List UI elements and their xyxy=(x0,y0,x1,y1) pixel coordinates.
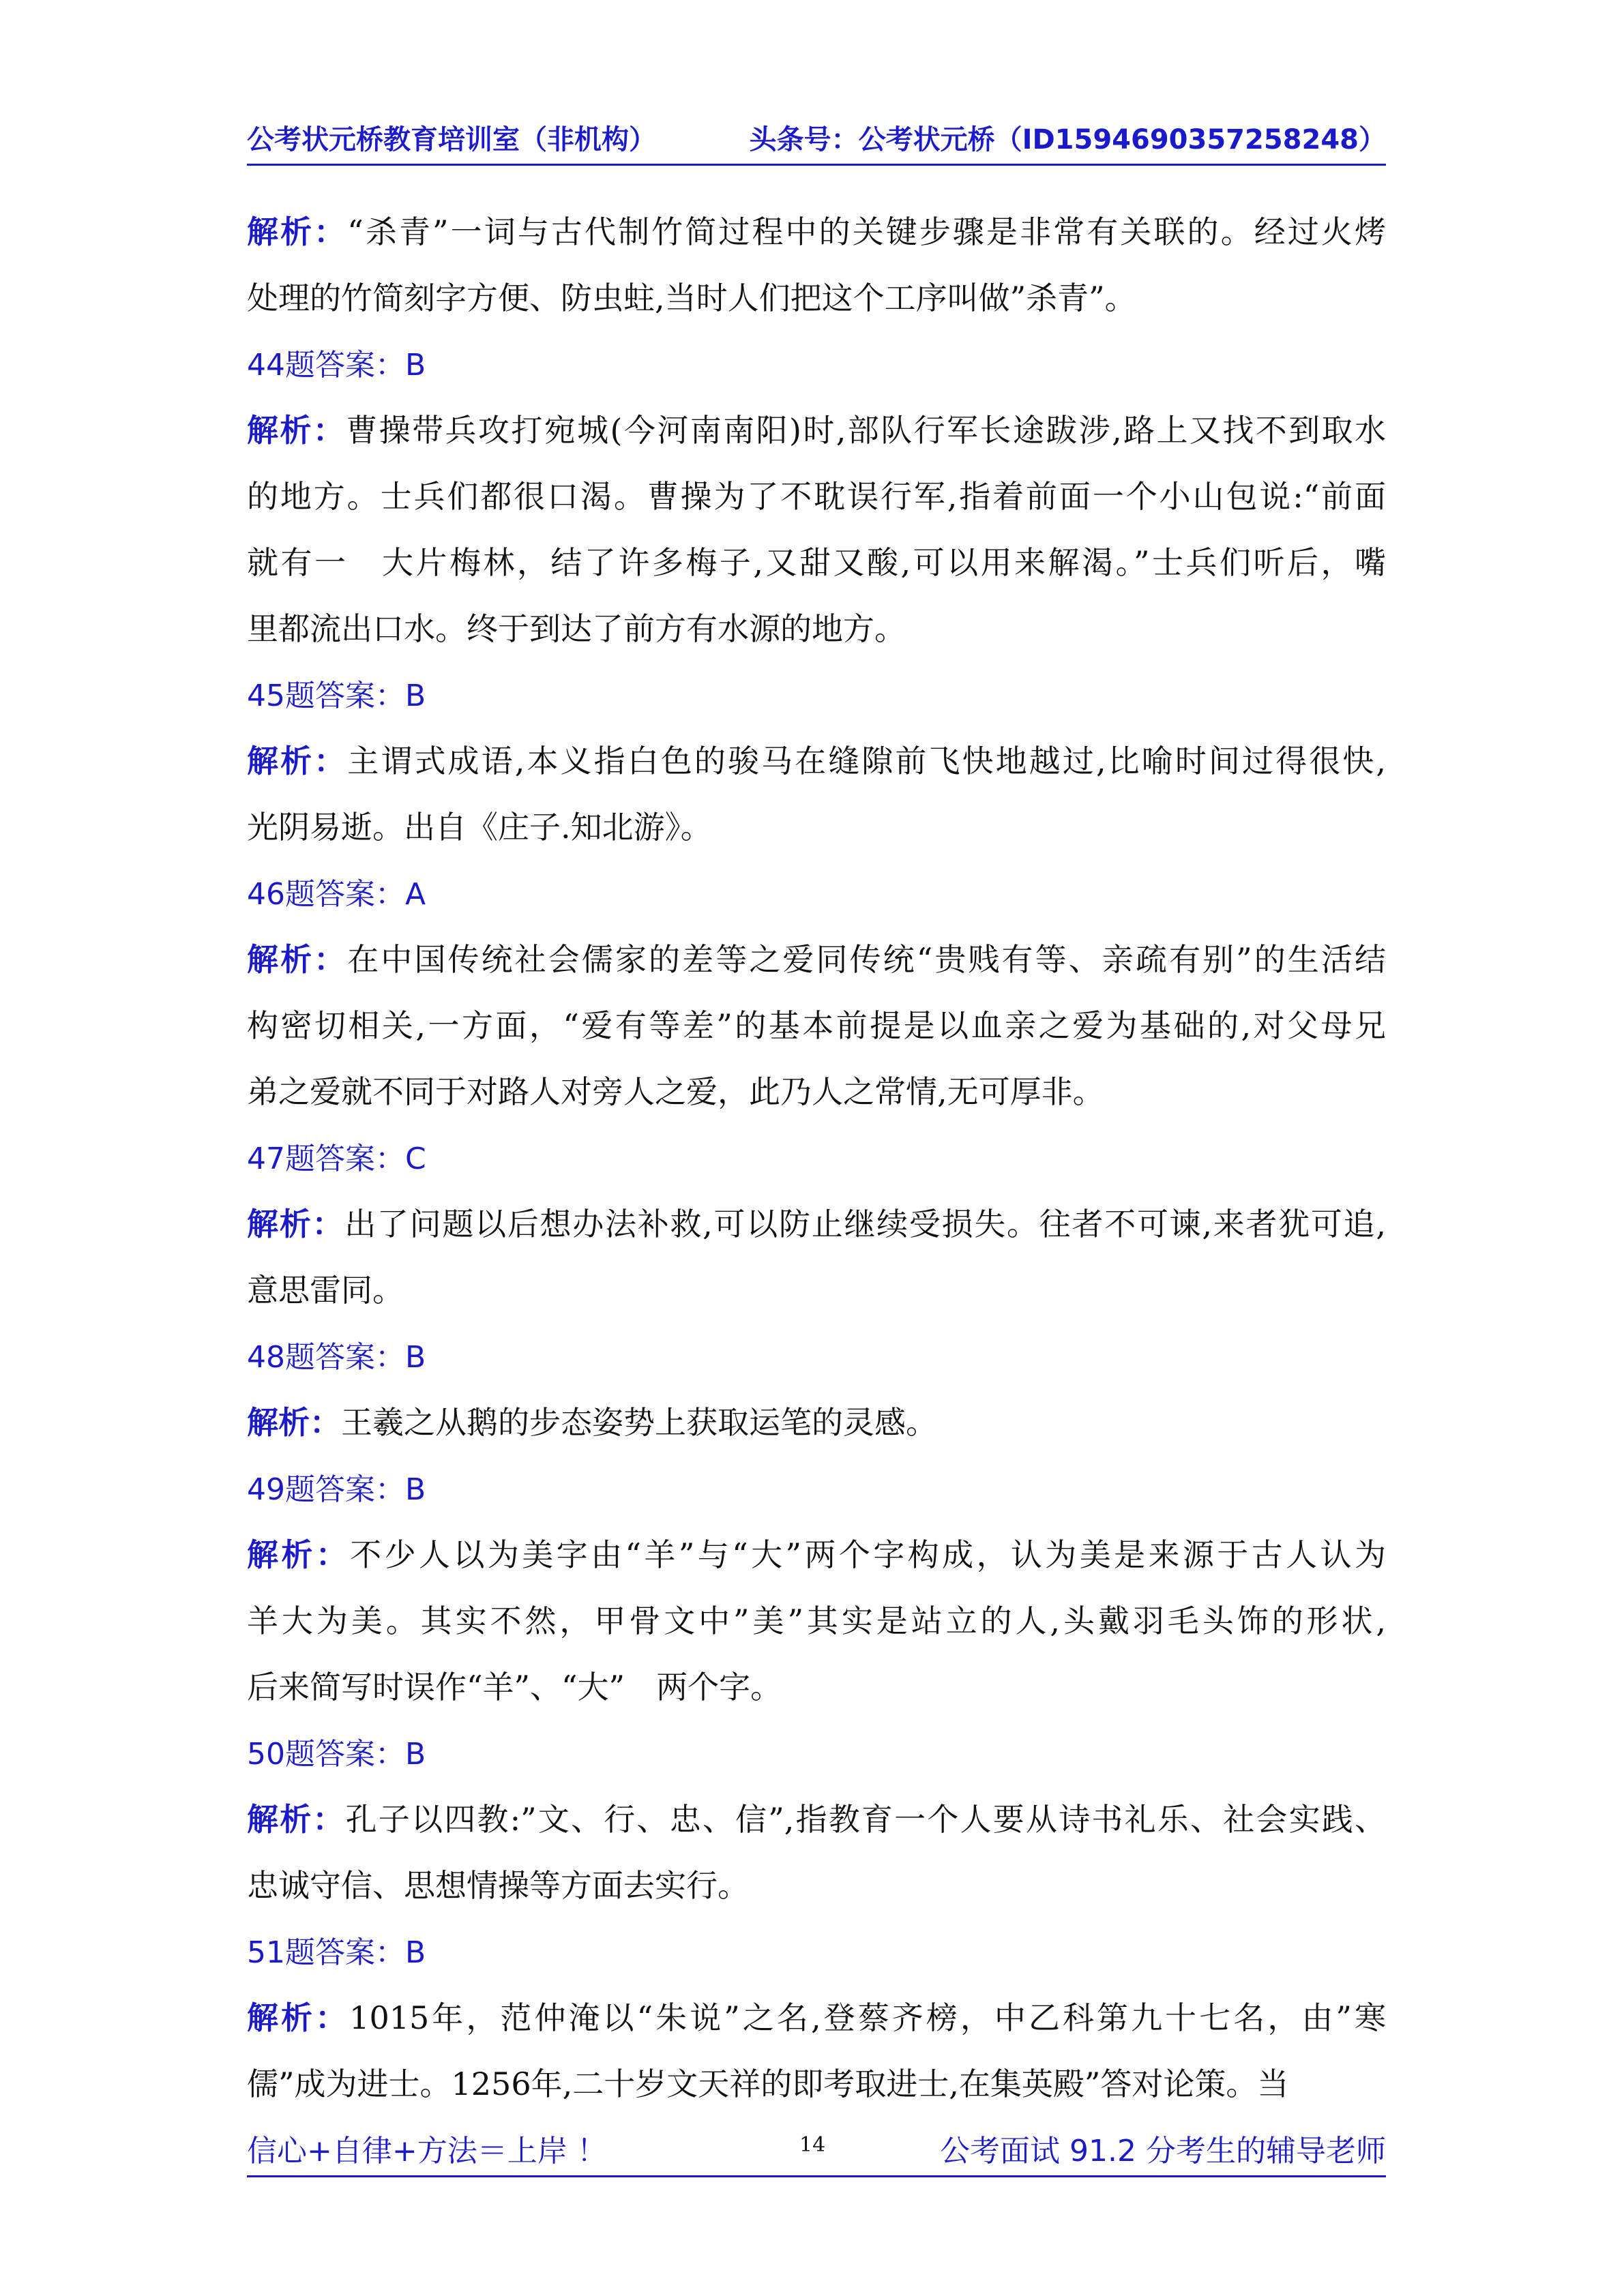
analysis-line xyxy=(247,530,1386,596)
answer-heading xyxy=(247,1456,1386,1522)
answer-heading xyxy=(247,1720,1386,1787)
header-left-text: 公考状元桥教育培训室（非机构） xyxy=(247,124,656,155)
answer-heading xyxy=(247,861,1386,927)
footer-tagline: 公考面试 91.2 分考生的辅导老师 xyxy=(940,2134,1386,2168)
analysis-line xyxy=(247,728,1386,794)
answer-heading-text: 48题答案：B xyxy=(247,1340,426,1375)
analysis-label: 解析： xyxy=(247,1801,346,1838)
analysis-line xyxy=(247,1522,1386,1588)
header-right-text: 头条号：公考状元桥（ID1594690357258248） xyxy=(749,124,1386,155)
analysis-label: 解析： xyxy=(247,1536,351,1573)
page-number: 14 xyxy=(799,2133,826,2157)
analysis-text: 光阴易逝。出自《庄子.知北游》。 xyxy=(247,809,712,846)
answer-heading xyxy=(247,1125,1386,1191)
analysis-line xyxy=(247,265,1386,331)
analysis-line xyxy=(247,199,1386,265)
analysis-line xyxy=(247,927,1386,993)
analysis-label: 解析： xyxy=(247,1206,345,1242)
analysis-line xyxy=(247,794,1386,861)
analysis-line xyxy=(247,1257,1386,1324)
analysis-text: 孔子以四教:”文、行、忠、信”,指教育一个人要从诗书礼乐、社会实践、 xyxy=(345,1801,1386,1838)
analysis-line xyxy=(247,993,1386,1059)
analysis-line xyxy=(247,464,1386,530)
answer-heading-text: 51题答案：B xyxy=(247,1935,426,1970)
answer-heading xyxy=(247,331,1386,398)
analysis-text: 主谓式成语,本义指白色的骏马在缝隙前飞快地越过,比喻时间过得很快, xyxy=(347,743,1386,779)
answer-heading xyxy=(247,662,1386,728)
analysis-label: 解析： xyxy=(247,1404,341,1441)
analysis-text: 忠诚守信、思想情操等方面去实行。 xyxy=(247,1867,749,1904)
analysis-text: 里都流出口水。终于到达了前方有水源的地方。 xyxy=(247,610,906,647)
analysis-line xyxy=(247,2051,1386,2117)
analysis-line xyxy=(247,1191,1386,1257)
answer-heading xyxy=(247,1919,1386,1985)
footer-slogan: 信心+自律+方法＝上岸 ！ xyxy=(247,2134,607,2168)
analysis-text: 曹操带兵攻打宛城(今河南南阳)时,部队行军长途跋涉,路上又找不到取水 xyxy=(346,412,1386,449)
analysis-text: 羊大为美。其实不然，甲骨文中”美”其实是站立的人,头戴羽毛头饰的形状, xyxy=(247,1602,1386,1639)
analysis-text: 在中国传统社会儒家的差等之爱同传统“贵贱有等、亲疏有别”的生活结 xyxy=(347,941,1386,978)
analysis-text: 不少人以为美字由“羊”与“大”两个字构成，认为美是来源于古人认为 xyxy=(350,1536,1386,1573)
analysis-label: 解析： xyxy=(247,1999,350,2036)
analysis-label: 解析： xyxy=(247,941,348,978)
analysis-text: 构密切相关,一方面，“爱有等差”的基本前提是以血亲之爱为基础的,对父母兄 xyxy=(247,1007,1386,1044)
answer-heading-text: 50题答案：B xyxy=(247,1737,426,1772)
analysis-line xyxy=(247,1654,1386,1720)
answer-analysis-body xyxy=(247,199,1386,2117)
answer-heading-text: 44题答案：B xyxy=(247,348,426,383)
analysis-text: 就有一 大片梅林，结了许多梅子,又甜又酸,可以用来解渴。”士兵们听后，嘴 xyxy=(247,544,1386,581)
analysis-label: 解析： xyxy=(247,412,346,449)
analysis-line xyxy=(247,596,1386,662)
analysis-line xyxy=(247,1588,1386,1654)
analysis-label: 解析： xyxy=(247,743,348,779)
answer-heading-text: 46题答案：A xyxy=(247,877,426,912)
analysis-line xyxy=(247,398,1386,464)
analysis-text: 后来简写时误作“羊”、“大” 两个字。 xyxy=(247,1669,782,1705)
page-footer xyxy=(247,2128,1386,2177)
analysis-label: 解析： xyxy=(247,213,348,250)
answer-heading-text: 49题答案：B xyxy=(247,1472,426,1507)
analysis-text: 弟之爱就不同于对路人对旁人之爱，此乃人之常情,无可厚非。 xyxy=(247,1073,1104,1110)
analysis-text: 的地方。士兵们都很口渴。曹操为了不耽误行军,指着前面一个小山包说:“前面 xyxy=(247,478,1386,515)
analysis-text: “杀青”一词与古代制竹简过程中的关键步骤是非常有关联的。经过火烤 xyxy=(347,213,1386,250)
analysis-line xyxy=(247,1059,1386,1125)
analysis-line xyxy=(247,1390,1386,1456)
analysis-line xyxy=(247,1985,1386,2051)
analysis-text: 1015年，范仲淹以“朱说”之名,登蔡齐榜，中乙科第九十七名，由”寒 xyxy=(349,1999,1386,2036)
analysis-text: 意思雷同。 xyxy=(247,1272,404,1309)
analysis-text: 王羲之从鹅的步态姿势上获取运笔的灵感。 xyxy=(341,1404,937,1441)
answer-heading xyxy=(247,1324,1386,1390)
analysis-text: 出了问题以后想办法补救,可以防止继续受损失。往者不可谏,来者犹可追, xyxy=(344,1206,1386,1242)
analysis-line xyxy=(247,1853,1386,1919)
analysis-text: 儒”成为进士。1256年,二十岁文天祥的即考取进士,在集英殿”答对论策。当 xyxy=(247,2066,1289,2102)
analysis-line xyxy=(247,1787,1386,1853)
answer-heading-text: 47题答案：C xyxy=(247,1142,426,1176)
answer-heading-text: 45题答案：B xyxy=(247,679,426,713)
page-header xyxy=(247,116,1386,166)
analysis-text: 处理的竹简刻字方便、防虫蛀,当时人们把这个工序叫做”杀青”。 xyxy=(247,280,1136,316)
